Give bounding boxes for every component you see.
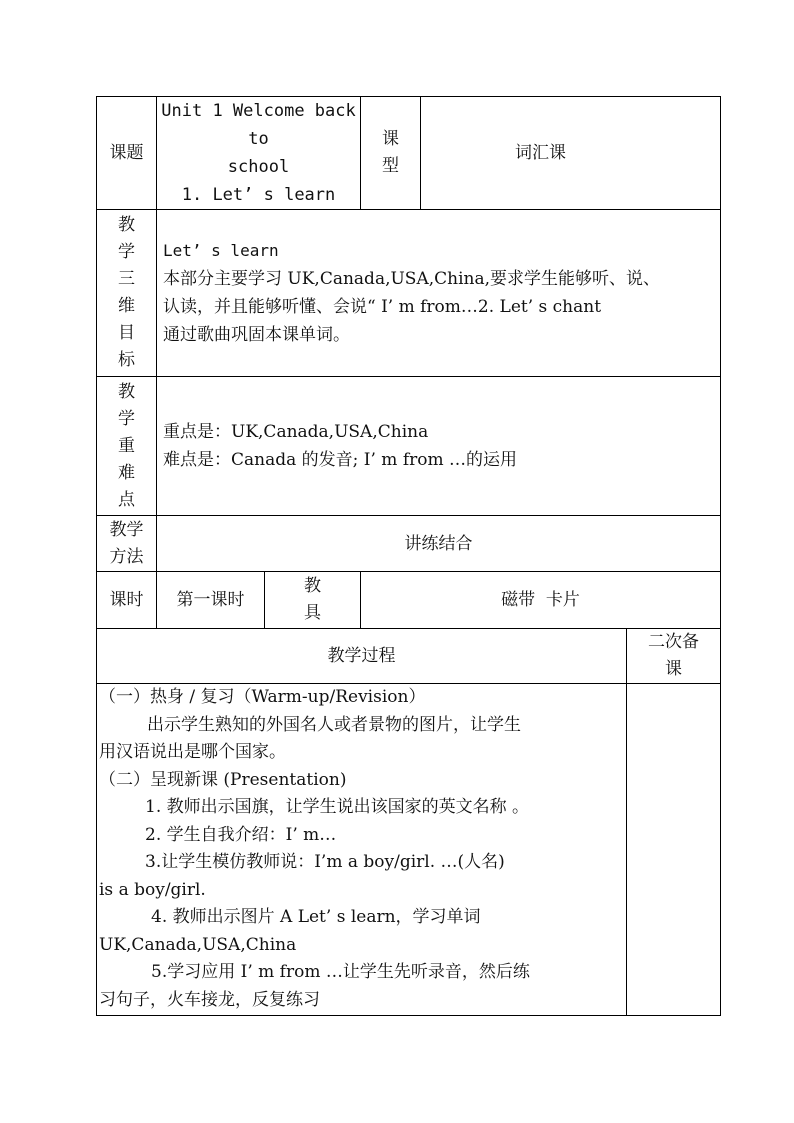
subject-label: 课题 (97, 97, 157, 210)
method-label-line-1: 教学 (109, 519, 144, 540)
process-line-12: 习句子，火车接龙，反复练习 (99, 989, 320, 1010)
process-line-7: 3.让学生模仿教师说：I’m a boy/girl. …(人名) (145, 852, 505, 872)
goals-label-char-3: 三 (118, 269, 135, 289)
subject-row (97, 97, 721, 210)
subject-line-1: Unit 1 Welcome back to (161, 101, 356, 149)
revision-label (627, 629, 721, 684)
process-line-1: （一）热身 / 复习（Warm-up/Revision） (99, 687, 426, 707)
type-label-char-1: 课 (382, 129, 400, 149)
goals-line-1: Let’ s learn (163, 241, 279, 260)
process-line-9: 4. 教师出示图片 A Let’ s learn，学习单词 (151, 907, 481, 927)
process-line-2: 出示学生熟知的外国名人或者景物的图片，让学生 (147, 714, 521, 735)
method-row (97, 516, 721, 572)
process-line-6: 2. 学生自我介绍：I’ m… (145, 824, 337, 845)
tools-label (265, 572, 361, 629)
key-points-label (97, 377, 157, 516)
goals-line-2: 本部分主要学习 UK,Canada,USA,China,要求学生能够听、说、 (163, 269, 661, 289)
goals-label-char-5: 目 (118, 323, 135, 343)
process-line-11: 5.学习应用 I’ m from …让学生先听录音，然后练 (151, 962, 530, 982)
key-label-char-2: 学 (118, 408, 135, 429)
tools-label-char-2: 具 (304, 603, 321, 623)
key-label-char-1: 教 (118, 381, 135, 402)
key-point-line-2: 难点是：Canada 的发音; I’ m from …的运用 (163, 450, 518, 470)
method-value: 讲练结合 (157, 516, 721, 572)
goals-row (97, 210, 721, 377)
process-line-4: （二）呈现新课 (Presentation) (99, 769, 347, 790)
revision-label-line-1: 二次备 (648, 632, 700, 652)
revision-label-line-2: 课 (665, 659, 683, 679)
subject-line-2: school (227, 157, 290, 177)
goals-content (157, 210, 721, 377)
goals-label-char-1: 教 (118, 215, 135, 235)
subject-line-3: 1. Let’ s learn (181, 185, 336, 205)
goals-line-3: 认读，并且能够听懂、会说“ I’ m from…2. Let’ s chant (163, 297, 602, 317)
process-line-10: UK,Canada,USA,China (99, 934, 297, 955)
tools-value: 磁带 卡片 (361, 572, 721, 629)
type-label (361, 97, 421, 210)
method-label-line-2: 方法 (109, 546, 144, 567)
goals-line-4: 通过歌曲巩固本课单词。 (163, 325, 350, 345)
process-line-3: 用汉语说出是哪个国家。 (99, 742, 286, 762)
goals-label-char-6: 标 (118, 350, 135, 370)
key-point-line-1: 重点是：UK,Canada,USA,China (163, 422, 429, 442)
type-value: 词汇课 (421, 97, 721, 210)
process-content (97, 684, 627, 1016)
period-row (97, 572, 721, 629)
key-label-char-4: 难 (118, 462, 135, 483)
method-label (97, 516, 157, 572)
process-header-row (97, 629, 721, 684)
process-line-8: is a boy/girl. (99, 879, 206, 900)
goals-label (97, 210, 157, 377)
process-line-5: 1. 教师出示国旗，让学生说出该国家的英文名称 。 (145, 797, 530, 817)
subject-value (157, 97, 361, 210)
tools-label-char-1: 教 (304, 576, 321, 596)
type-label-char-2: 型 (382, 156, 400, 176)
process-title: 教学过程 (97, 629, 627, 684)
goals-label-char-4: 维 (118, 296, 135, 316)
key-points-row (97, 377, 721, 516)
period-value: 第一课时 (157, 572, 265, 629)
key-label-char-3: 重 (118, 435, 135, 456)
lesson-plan-table (96, 96, 721, 1016)
revision-notes-cell (627, 684, 721, 1016)
key-label-char-5: 点 (118, 489, 135, 510)
key-points-content (157, 377, 721, 516)
goals-label-char-2: 学 (118, 242, 135, 262)
process-content-row (97, 684, 721, 1016)
period-label: 课时 (97, 572, 157, 629)
